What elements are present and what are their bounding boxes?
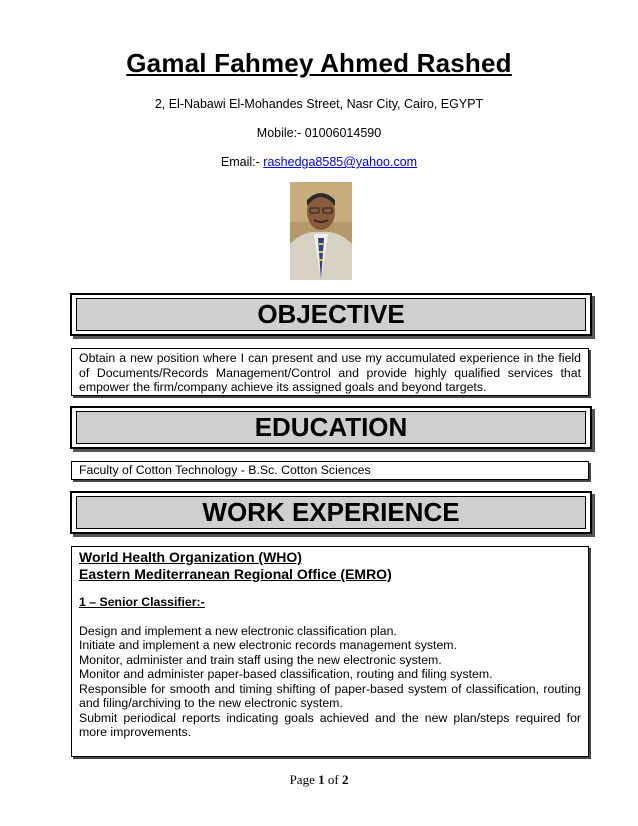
education-content (71, 461, 589, 480)
applicant-name: Gamal Fahmey Ahmed Rashed (126, 48, 512, 78)
profile-photo (290, 182, 352, 280)
job-title: 1 – Senior Classifier:- (79, 595, 205, 609)
of-word: of (324, 772, 342, 787)
education-header (70, 406, 592, 449)
page-total: 2 (341, 772, 349, 787)
organization-name: World Health Organization (WHO) (79, 549, 302, 565)
duty-item: Design and implement a new electronic classification plan. (79, 623, 397, 638)
duty-item: Responsible for smooth and timing shifting of paper-based system of classification, routing and filing/archiving to the new electronic system. (79, 681, 581, 710)
page-current: 1 (318, 772, 325, 787)
work-experience-title: WORK EXPERIENCE (76, 496, 586, 529)
mobile-number: 01006014590 (304, 126, 382, 140)
page-footer (0, 772, 638, 788)
address: 2, El-Nabawi El-Mohandes Street, Nasr City, Cairo, EGYPT (154, 97, 484, 111)
email-line (0, 155, 638, 169)
email-label: Email:- (220, 155, 264, 169)
mobile-label: Mobile:- (256, 126, 305, 140)
objective-text: Obtain a new position where I can present and use my accumulated experience in the field of Documents/Records Management/Control and provide highly qualified services that empower the firm/company achieve its assigned goals and beyond targets. (79, 351, 581, 394)
duty-item: Initiate and implement a new electronic records management system. (79, 638, 457, 652)
education-text: Faculty of Cotton Technology - B.Sc. Cotton Sciences (79, 463, 371, 477)
duty-item: Monitor and administer paper-based classification, routing and filing system. (79, 667, 493, 681)
duty-item: Monitor, administer and train staff using the new electronic system. (79, 652, 442, 667)
duty-item: Submit periodical reports indicating goals achieved and the new plan/steps required for more improvements. (79, 710, 581, 739)
work-experience-content (71, 546, 589, 757)
organization-office: Eastern Mediterranean Regional Office (EMRO) (79, 566, 392, 582)
duties-list (79, 624, 581, 740)
objective-header (70, 293, 592, 336)
profile-photo-image (290, 182, 352, 280)
objective-title: OBJECTIVE (76, 298, 586, 331)
page-word: Page (289, 772, 319, 787)
objective-content (71, 348, 589, 396)
email-link[interactable]: rashedga8585@yahoo.com (263, 155, 418, 169)
education-title: EDUCATION (76, 411, 586, 444)
mobile-line (0, 126, 638, 140)
work-experience-header (70, 491, 592, 534)
